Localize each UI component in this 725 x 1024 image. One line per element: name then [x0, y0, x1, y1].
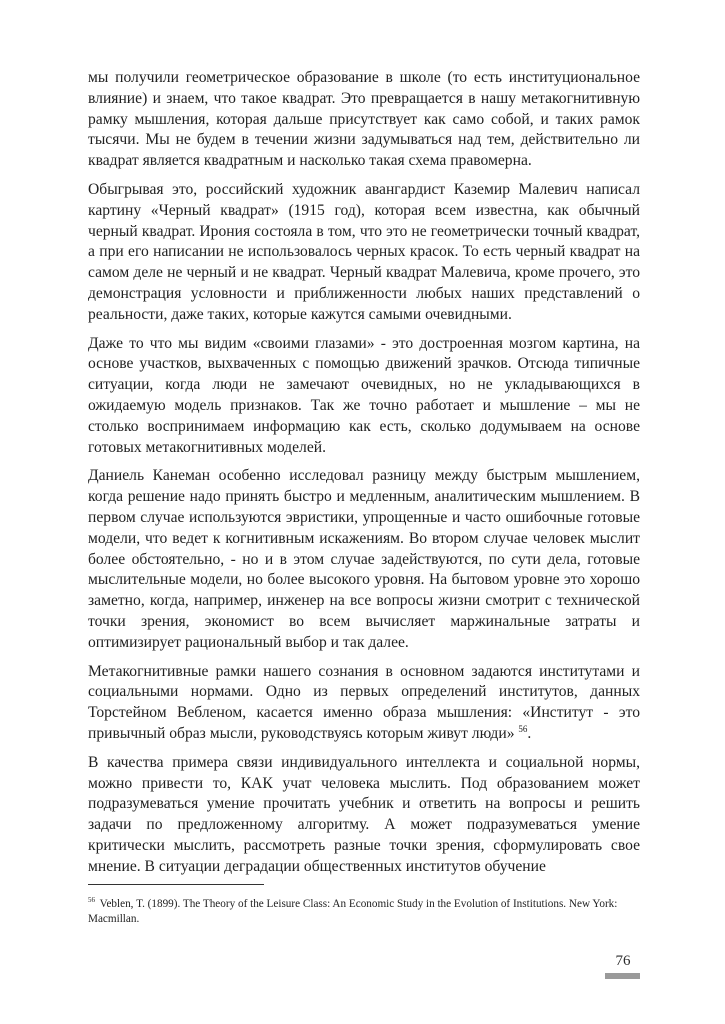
paragraph-2: Обыгрывая это, российский художник авангардист Каземир Малевич написал картину «Черный квадрат» (1915 год), которая всем известна, как обычный черный квадрат. Ирония состояла в том, что это не геометрически точный квадрат, а при его написании не использовалось черных красок. То есть черный квадрат на самом деле не черный и не квадрат. Черный квадрат Малевича, кроме прочего, это демонстрация условности и приближенности любых наших представлений о реальности, даже таких, которые кажутся самыми очевидными.	[88, 180, 640, 323]
page-number: 76	[615, 953, 631, 969]
paragraph-5-tail: .	[527, 724, 532, 742]
footnote-text: Veblen, T. (1899). The Theory of the Leisure Class: An Economic Study in the Evolution of Institutions. New York: Macmillan.	[88, 898, 618, 925]
footnote-divider	[88, 884, 264, 885]
paragraph-5-text: Метакогнитивные рамки нашего сознания в основном задаются институтами и социальными нормами. Одно из первых определений институтов, данных Торстейном Вебленом, касается именно образа мышления: «Институт - это привычный образ мысли, руководствуясь которым живут люди»	[88, 662, 640, 742]
footnote-number: 56	[88, 896, 95, 905]
paragraph-4: Даниель Канеман особенно исследовал разницу между быстрым мышлением, когда решение надо принять быстро и медленным, аналитическим мышлением. В первом случае используются эвристики, упрощенные и часто ошибочные готовые модели, что ведет к когнитивным искажениям. Во втором случае человек мыслит более обстоятельно, - но и в этом случае задействуются, по сути дела, готовые мыслительные модели, но более высокого уровня. На бытовом уровне это хорошо заметно, когда, например, инженер на все вопросы жизни смотрит с технической точки зрения, экономист во всем вычисляет маржинальные затраты и оптимизирует рациональный выбор и так далее.	[88, 467, 640, 651]
footnote	[88, 897, 618, 927]
page-body	[88, 68, 640, 885]
paragraph-6: В качества примера связи индивидуального интеллекта и социальной нормы, можно привести то, КАК учат человека мыслить. Под образованием может подразумеваться умение прочитать учебник и ответить на вопросы и решить задачи по предложенному алгоритму. А может подразумеваться умение критически мыслить, рассмотреть разные точки зрения, сформулировать свое мнение. В ситуации деградации общественных институтов обучение	[88, 753, 640, 875]
paragraph-3: Даже то что мы видим «своими глазами» - это достроенная мозгом картина, на основе участков, выхваченных с помощью движений зрачков. Отсюда типичные ситуации, когда люди не замечают очевидных, но не укладывающихся в ожидаемую модель признаков. Так же точно работает и мышление – мы не столько воспринимаем информацию как есть, сколько додумываем на основе готовых метакогнитивных моделей.	[88, 334, 640, 456]
paragraph-5	[88, 662, 640, 745]
footnote-reference[interactable]: 56	[518, 723, 528, 734]
page-number-bar	[605, 973, 640, 979]
paragraph-1: мы получили геометрическое образование в школе (то есть институциональное влияние) и знаем, что такое квадрат. Это превращается в нашу метакогнитивную рамку мышления, которая дальше присутствует как само собой, и таких рамок тысячи. Мы не будем в течении жизни задумываться над тем, действительно ли квадрат является квадратным и насколько такая схема правомерна.	[88, 69, 640, 170]
